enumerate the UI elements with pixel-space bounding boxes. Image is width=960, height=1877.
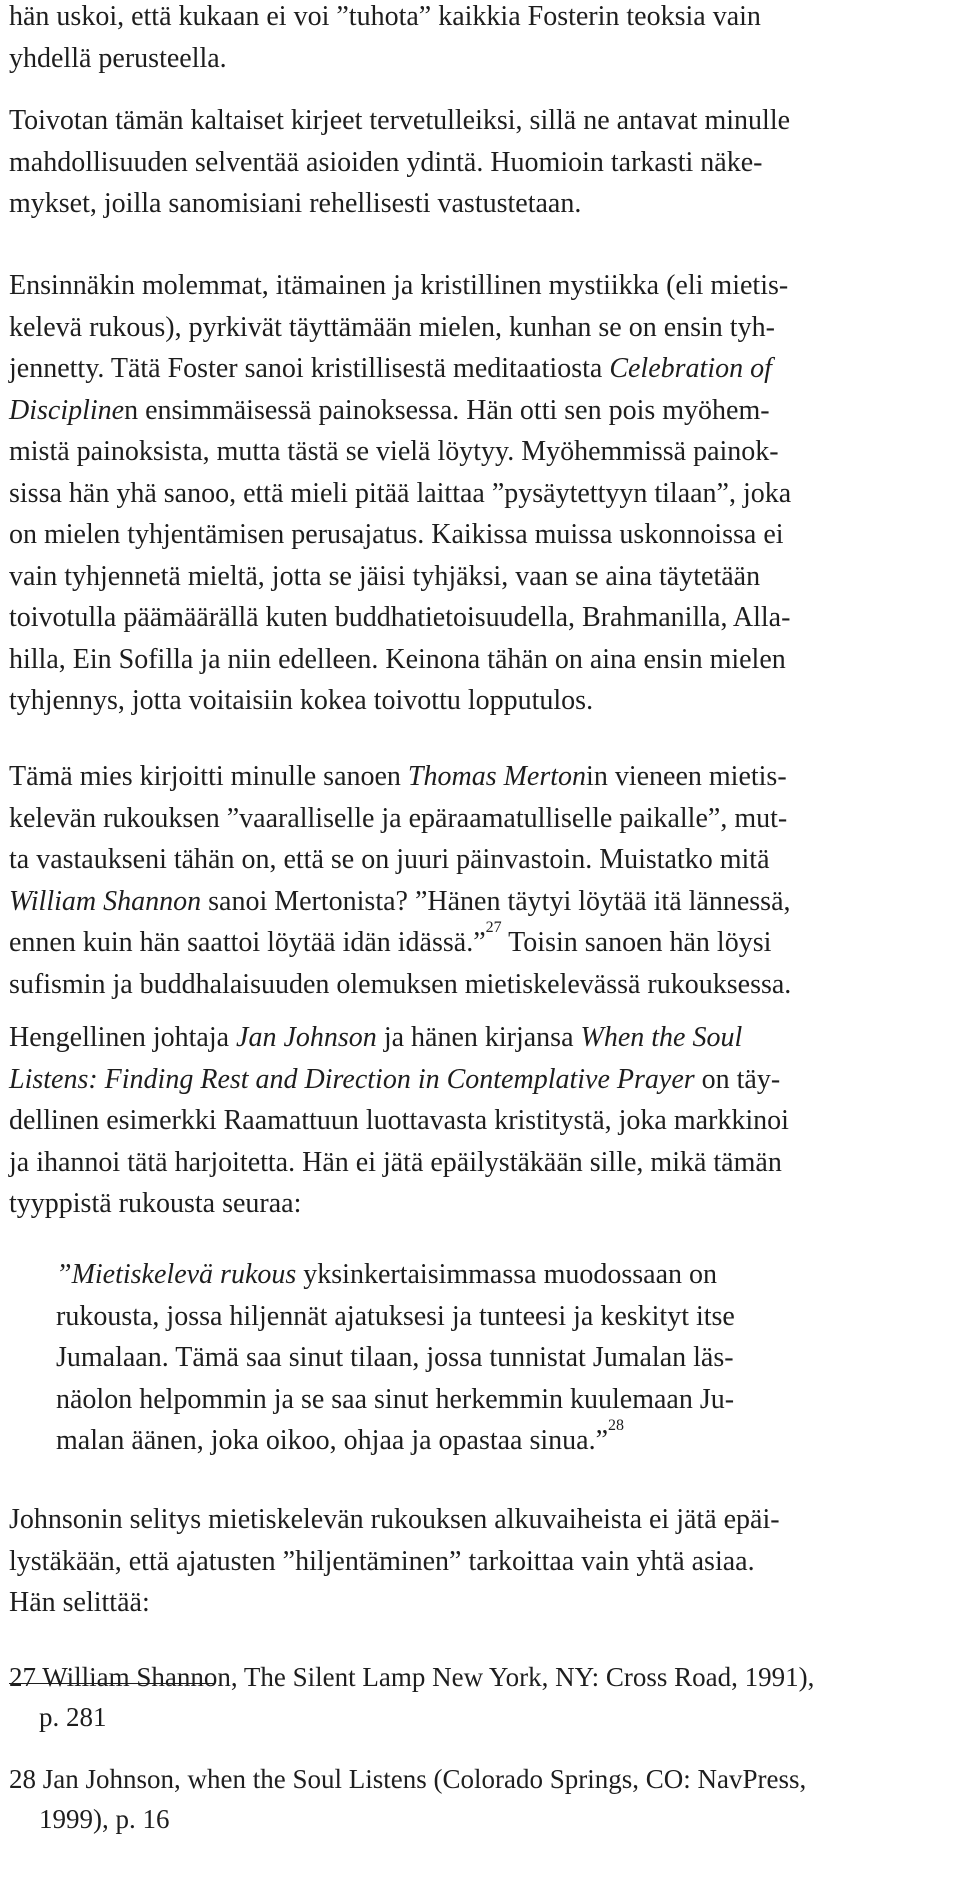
person-name: William Shannon: [9, 885, 202, 917]
book-title: Discipline: [9, 394, 125, 426]
text-line: [56, 1417, 936, 1462]
text-line: [9, 881, 959, 923]
text-line: [9, 1017, 959, 1059]
text-line: rukousta, jossa hiljennät ajatuksesi ja tunteesi ja keskityt itse: [56, 1300, 735, 1332]
paragraph-2: [9, 265, 959, 722]
paragraph-0: [9, 0, 959, 79]
text-line: [56, 1254, 936, 1296]
footnote-ref-27[interactable]: 27: [485, 919, 502, 936]
text-line: Johnsonin selitys mietiskelevän rukouksen alkuvaiheista ei jätä epäi-: [9, 1504, 780, 1535]
footnote-28: [9, 1759, 959, 1839]
text-line: [9, 919, 959, 964]
text-line: mahdollisuuden selventää asioiden ydintä. Huomioin tarkasti näke-: [9, 146, 763, 178]
text-run: n ensimmäisessä painoksessa. Hän otti sen pois myöhem-: [124, 394, 770, 426]
text-line: kelevän rukouksen ”vaaralliselle ja epäraamatulliselle paikalle”, mut-: [9, 802, 788, 834]
text-line: [9, 1059, 959, 1101]
block-quote: [56, 1254, 936, 1462]
text-run: Toisin sanoen hän löysi: [501, 927, 772, 958]
footnote-text: 27 William Shannon, The Silent Lamp New York, NY: Cross Road, 1991),: [9, 1662, 815, 1692]
text-line: [9, 756, 959, 798]
book-title: Celebration of: [609, 353, 772, 384]
text-line: vain tyhjennetä mieltä, jotta se jäisi tyhjäksi, vaan se aina täytetään: [9, 560, 761, 592]
footnote-text: p. 281: [39, 1702, 107, 1732]
text-run: in vieneen mietis-: [586, 761, 787, 792]
text-line: näolon helpommin ja se saa sinut herkemmin kuulemaan Ju-: [56, 1383, 735, 1415]
text-line: Hän selittää:: [9, 1587, 150, 1618]
text-line: sissa hän yhä sanoo, että mieli pitää laittaa ”pysäytettyyn tilaan”, joka: [9, 477, 792, 509]
text-line: [9, 390, 959, 432]
text-line: Ensinnäkin molemmat, itämainen ja kristillinen mystiikka (eli mietis-: [9, 270, 789, 301]
person-name: Jan Johnson: [236, 1022, 377, 1053]
text-line: toivotulla päämäärällä kuten buddhatietoisuudella, Brahmanilla, Alla-: [9, 602, 791, 633]
paragraph-5: [9, 1499, 959, 1624]
text-line: sufismin ja buddhalaisuuden olemuksen mietiskelevässä rukouksessa.: [9, 968, 792, 1000]
text-line: ta vastaukseni tähän on, että se on juuri päinvastoin. Muistatko mitä: [9, 844, 770, 875]
text-run: ennen kuin hän saattoi löytää idän idässä.”: [9, 927, 486, 958]
text-line: hilla, Ein Sofilla ja niin edelleen. Keinona tähän on aina ensin mielen: [9, 643, 786, 675]
text-line: tyhjennys, jotta voitaisiin kokea toivottu lopputulos.: [9, 685, 594, 716]
text-line: Toivotan tämän kaltaiset kirjeet tervetulleiksi, sillä ne antavat minulle: [9, 105, 791, 136]
text-line: [9, 348, 959, 390]
paragraph-4: [9, 1017, 959, 1225]
footnote-ref-28[interactable]: 28: [608, 1417, 625, 1434]
text-run: malan äänen, joka oikoo, ohjaa ja opastaa sinua.”: [56, 1425, 609, 1456]
paragraph-1: [9, 100, 959, 225]
text-line: mistä painoksista, mutta tästä se vielä löytyy. Myöhemmissä painok-: [9, 436, 779, 467]
text-line: tyyppistä rukousta seuraa:: [9, 1188, 302, 1219]
text-line: dellinen esimerkki Raamattuun luottavasta kristitystä, joka markkinoi: [9, 1105, 789, 1136]
text-line: Jumalaan. Tämä saa sinut tilaan, jossa tunnistat Jumalan läs-: [56, 1342, 734, 1373]
text-run: on täy-: [694, 1063, 781, 1095]
text-run: yksinkertaisimmassa muodossaan on: [296, 1259, 718, 1290]
text-line: yhdellä perusteella.: [9, 42, 227, 74]
text-line: mykset, joilla sanomisiani rehellisesti vastustetaan.: [9, 188, 582, 219]
book-title: When the Soul: [580, 1022, 743, 1053]
person-name: Thomas Merton: [407, 761, 587, 792]
text-run: sanoi Mertonista? ”Hänen täytyi löytää itä lännessä,: [201, 885, 791, 917]
text-line: kelevä rukous), pyrkivät täyttämään mielen, kunhan se on ensin tyh-: [9, 311, 775, 343]
text-run: ja hänen kirjansa: [376, 1022, 581, 1053]
book-title: Listens: Finding Rest and Direction in Contemplative Prayer: [9, 1063, 695, 1095]
paragraph-3: [9, 756, 959, 1005]
text-run: Tämä mies kirjoitti minulle sanoen: [9, 761, 408, 792]
text-line: hän uskoi, että kukaan ei voi ”tuhota” kaikkia Fosterin teoksia vain: [9, 1, 761, 32]
text-line: ja ihannoi tätä harjoitetta. Hän ei jätä epäilystäkään sille, mikä tämän: [9, 1146, 782, 1178]
text-run: jennetty. Tätä Foster sanoi kristillisestä meditaatiosta: [9, 353, 610, 384]
footnote-27: [9, 1657, 959, 1737]
footnote-text: 28 Jan Johnson, when the Soul Listens (Colorado Springs, CO: NavPress,: [9, 1764, 807, 1794]
text-line: on mielen tyhjentämisen perusajatus. Kaikissa muissa uskonnoissa ei: [9, 519, 784, 550]
footnote-text: 1999), p. 16: [39, 1804, 170, 1834]
text-line: lystäkään, että ajatusten ”hiljentäminen” tarkoittaa vain yhtä asiaa.: [9, 1545, 755, 1577]
quoted-term: ”Mietiskelevä rukous: [56, 1259, 297, 1290]
text-run: Hengellinen johtaja: [9, 1022, 237, 1053]
